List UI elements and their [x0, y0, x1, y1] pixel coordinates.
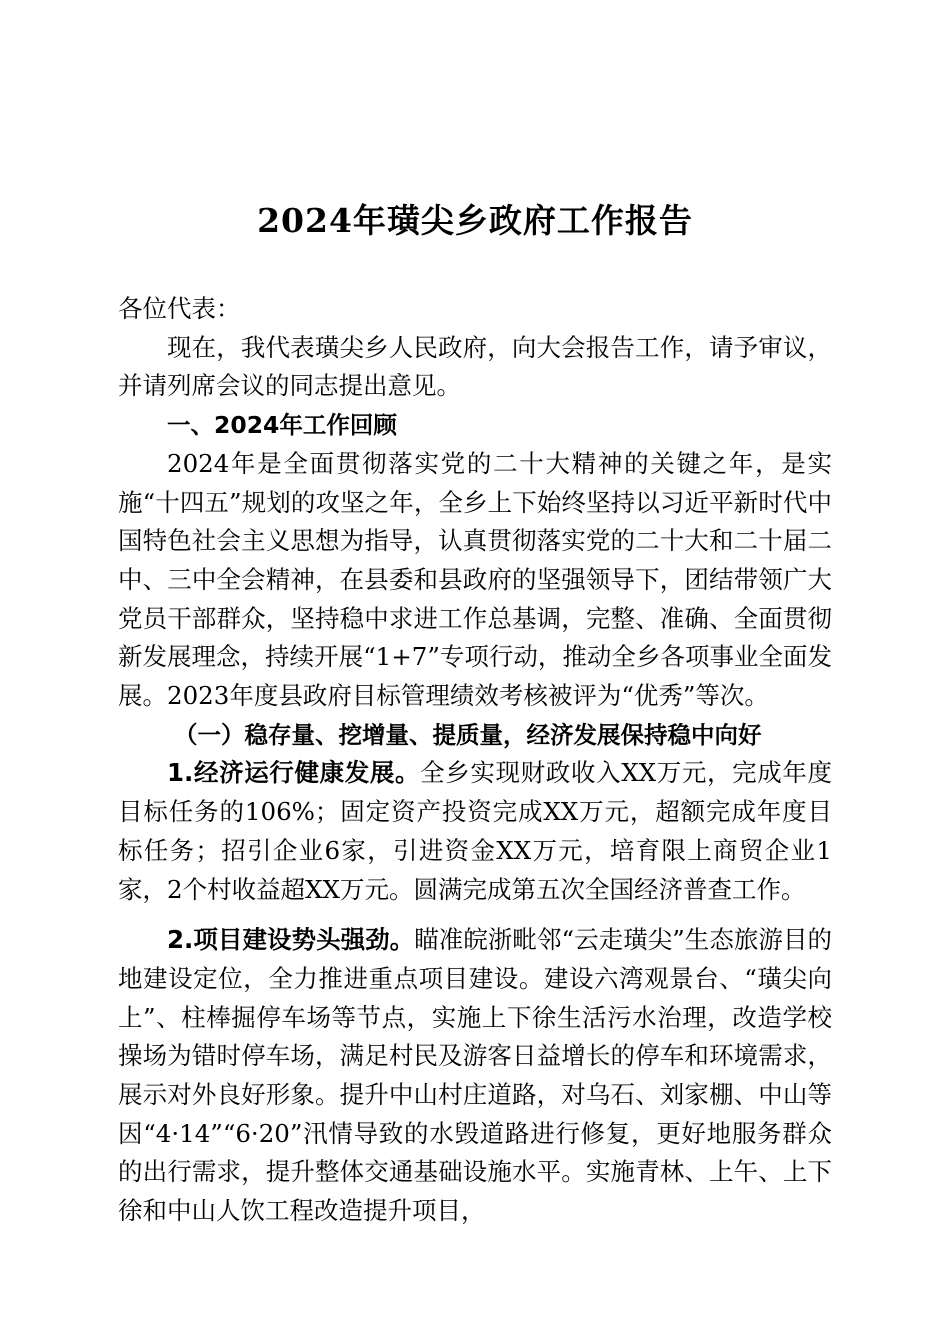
item-text-projects: 瞄准皖浙毗邻“云走璜尖”生态旅游目的地建设定位，全力推进重点项目建设。建设六湾观景台、“璜尖向上”、柱棒掘停车场等节点，实施上下徐生活污水治理，改造学校操场为错时停车场，满足村民及游客日益增长的停车和环境需求，展示对外良好形象。提升中山村庄道路，对乌石、刘家棚、中山等因“4·14”“6·20”汛情导致的水毁道路进行修复，更好地服务群众的出行需求，提升整体交通基础设施水平。实施青林、上午、上下徐和中山人饮工程改造提升项目，	[118, 925, 832, 1226]
document-body	[118, 290, 832, 1231]
item-lead-economy: 1.经济运行健康发展。	[167, 758, 421, 788]
section-paragraph-overview: 2024年是全面贯彻落实党的二十大精神的关键之年，是实施“十四五”规划的攻坚之年，全乡上下始终坚持以习近平新时代中国特色社会主义思想为指导，认真贯彻落实党的二十大和二十届二中、三中全会精神，在县委和县政府的坚强领导下，团结带领广大党员干部群众，坚持稳中求进工作总基调，完整、准确、全面贯彻新发展理念，持续开展“1+7”专项行动，推动全乡各项事业全面发展。2023年度县政府目标管理绩效考核被评为“优秀”等次。	[118, 448, 832, 711]
item-paragraph-projects	[118, 921, 832, 1231]
item-lead-projects: 2.项目建设势头强劲。	[167, 925, 415, 955]
intro-paragraph: 现在，我代表璜尖乡人民政府，向大会报告工作，请予审议，并请列席会议的同志提出意见。	[118, 332, 832, 401]
section-heading-work-review: 一、2024年工作回顾	[167, 411, 397, 440]
item-paragraph-economy	[118, 754, 832, 909]
subsection-heading-economy: （一）稳存量、挖增量、提质量，经济发展保持稳中向好	[174, 720, 762, 749]
item-text-economy: 全乡实现财政收入XX万元，完成年度目标任务的106%；固定资产投资完成XX万元，超额完成年度目标任务；招引企业6家，引进资金XX万元，培育限上商贸企业1家，2个村收益超XX万元。圆满完成第五次全国经济普查工作。	[118, 758, 832, 904]
document-title: 2024年璜尖乡政府工作报告	[257, 201, 693, 240]
salutation: 各位代表：	[118, 294, 241, 323]
